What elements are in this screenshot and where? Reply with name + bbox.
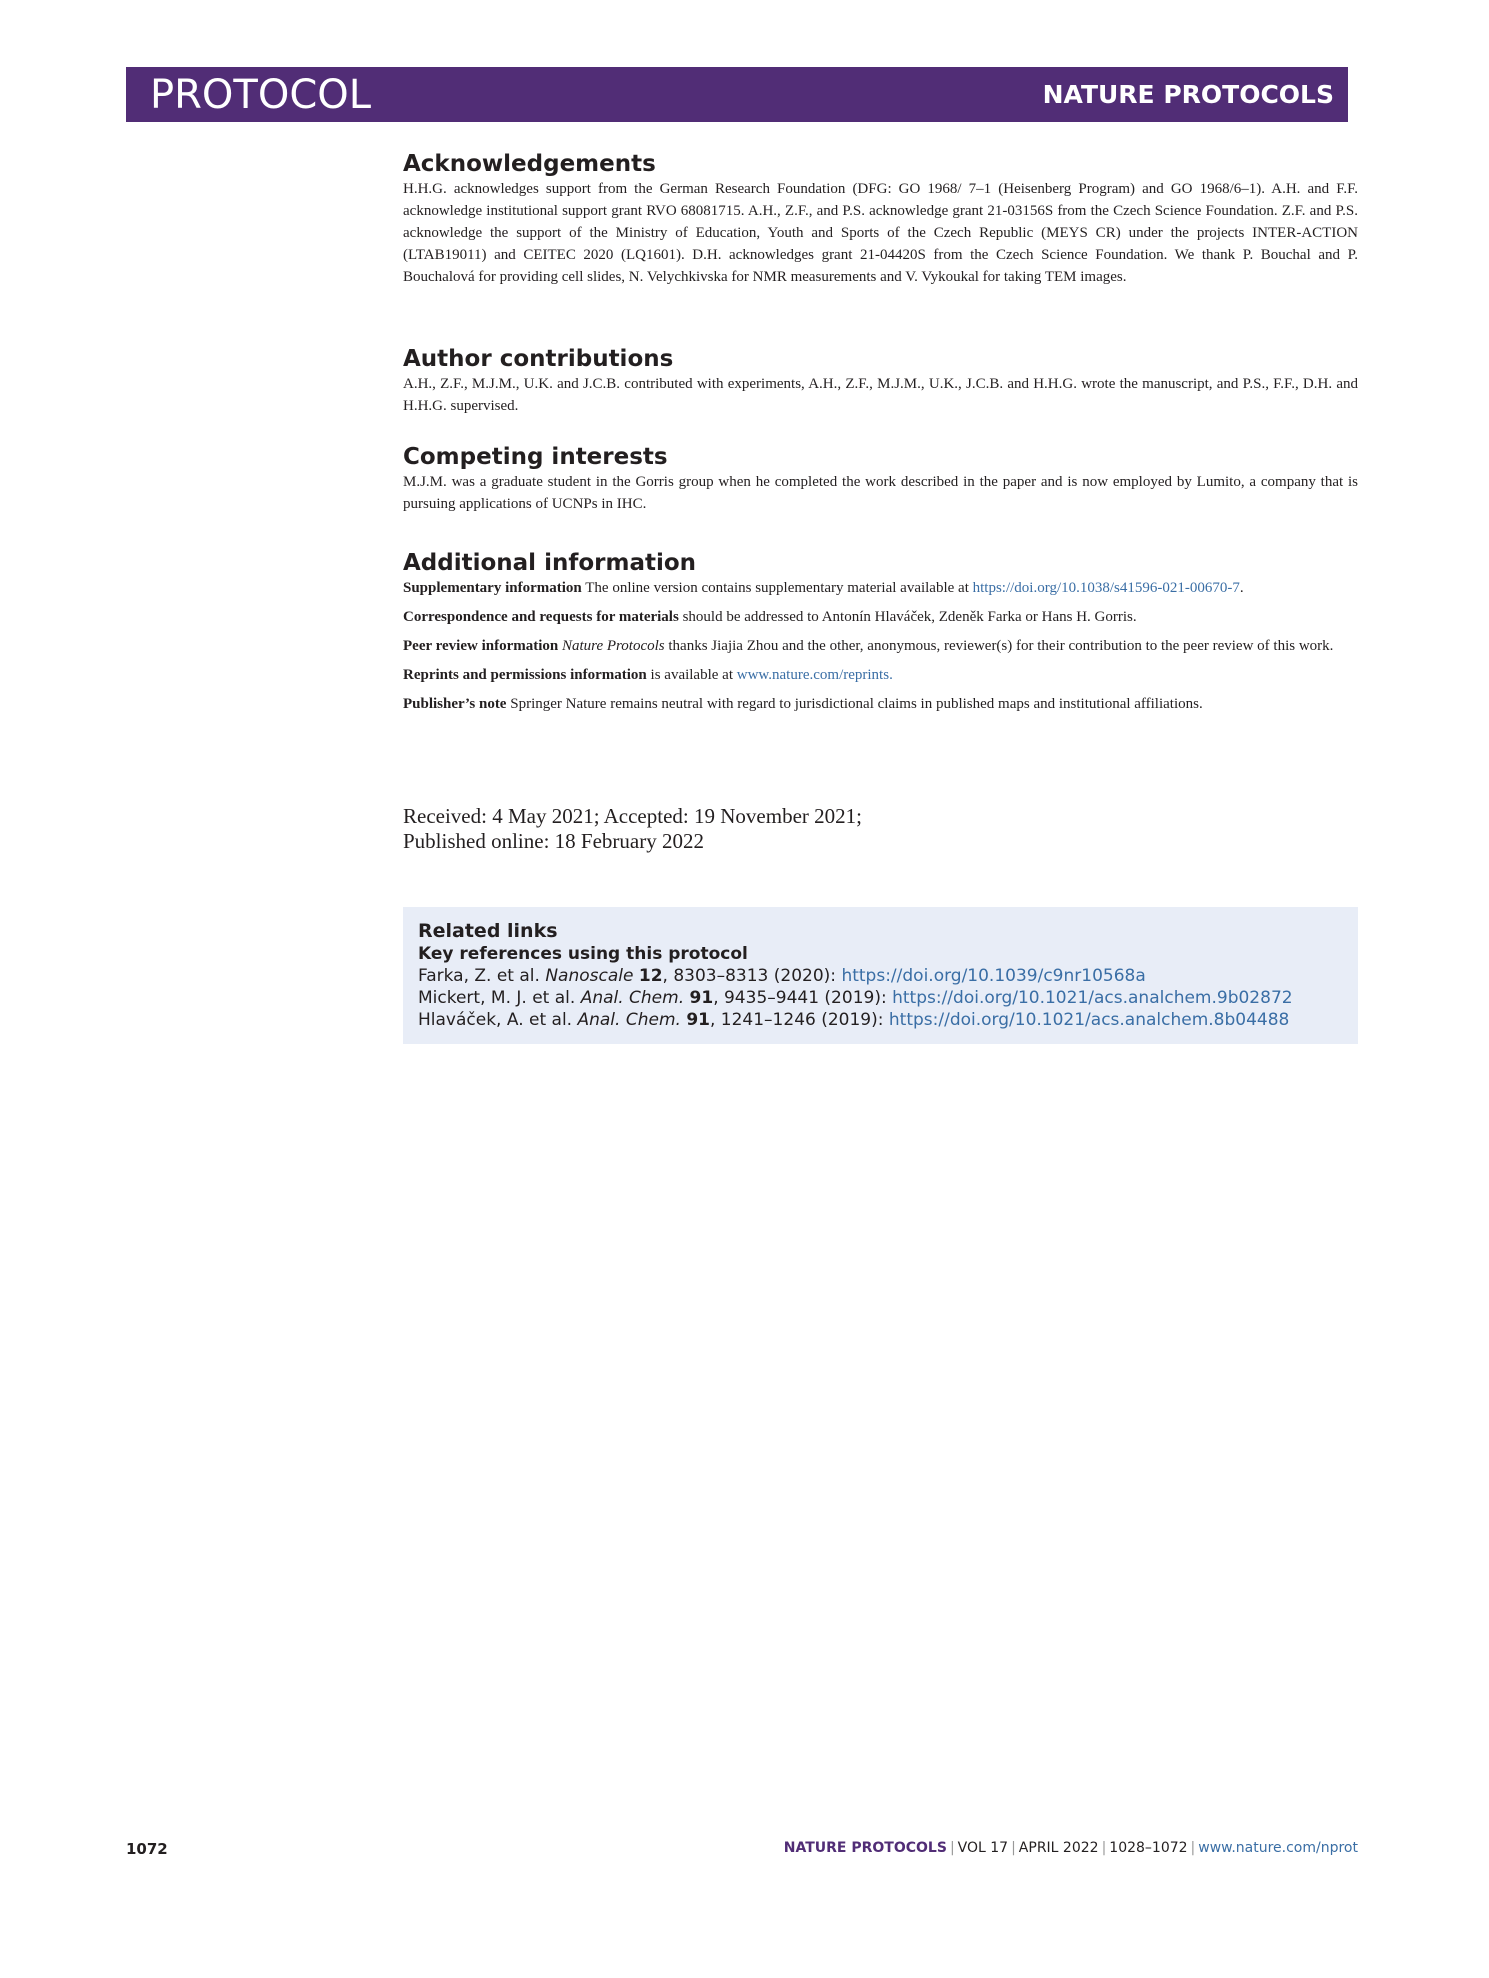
- related-links-title: Related links: [418, 920, 558, 942]
- author-contributions-section: [403, 345, 1358, 417]
- published-online-date: Published online: 18 February 2022: [403, 829, 704, 853]
- additional-information-section: [403, 549, 1358, 715]
- competing-interests-text: M.J.M. was a graduate student in the Gorris group when he completed the work described in the paper and is now employed by Lumito, a company that is pursuing applications of UCNPs in IHC.: [403, 474, 1358, 512]
- related-links-box: [403, 907, 1358, 1044]
- related-reference: [418, 1009, 1348, 1031]
- received-accepted-dates: Received: 4 May 2021; Accepted: 19 November 2021;: [403, 804, 862, 828]
- footer-volume: VOL 17: [957, 1840, 1009, 1856]
- correspondence-text: should be addressed to Antonín Hlaváček, Zdeněk Farka or Hans H. Gorris.: [682, 609, 1137, 625]
- reference-authors: Mickert, M. J. et al.: [418, 988, 576, 1008]
- supplementary-text: The online version contains supplementary material available at: [585, 580, 969, 596]
- reference-volume: 91: [686, 1010, 710, 1030]
- supplementary-label: Supplementary information: [403, 580, 582, 596]
- footer-url[interactable]: www.nature.com/nprot: [1198, 1840, 1358, 1856]
- peer-review-journal: Nature Protocols: [561, 638, 665, 654]
- publication-dates: [403, 804, 1358, 854]
- reference-authors: Farka, Z. et al.: [418, 966, 540, 986]
- publisher-note-line: [403, 693, 1358, 715]
- reference-link[interactable]: https://doi.org/10.1039/c9nr10568a: [841, 966, 1146, 986]
- reference-volume: 91: [689, 988, 714, 1008]
- competing-interests-section: [403, 443, 1358, 515]
- reference-journal: Anal. Chem.: [577, 1010, 681, 1030]
- page-number: 1072: [126, 1840, 168, 1858]
- supplementary-information-line: [403, 577, 1358, 599]
- additional-information-title: Additional information: [403, 550, 697, 576]
- peer-review-label: Peer review information: [403, 638, 559, 654]
- reprints-line: [403, 664, 1358, 686]
- reference-pages: , 8303–8313 (2020):: [662, 966, 837, 986]
- supplementary-link[interactable]: https://doi.org/10.1038/s41596-021-00670-7: [972, 580, 1240, 596]
- reference-journal: Anal. Chem.: [580, 988, 685, 1008]
- publisher-note-text: Springer Nature remains neutral with regard to jurisdictional claims in published maps and institutional affiliations.: [510, 696, 1203, 712]
- footer-citation: NATURE PROTOCOLS | VOL 17 | APRIL 2022 | 1028–1072 | www.nature.com/nprot: [783, 1840, 1358, 1856]
- reference-link[interactable]: https://doi.org/10.1021/acs.analchem.8b04488: [888, 1010, 1290, 1030]
- correspondence-label: Correspondence and requests for materials: [403, 609, 679, 625]
- correspondence-line: [403, 606, 1358, 628]
- footer-issue: APRIL 2022: [1018, 1840, 1099, 1856]
- reprints-link[interactable]: www.nature.com/reprints.: [736, 667, 893, 683]
- peer-review-line: [403, 635, 1358, 657]
- reprints-label: Reprints and permissions information: [403, 667, 647, 683]
- article-type-label: PROTOCOL: [150, 72, 372, 118]
- acknowledgements-title: Acknowledgements: [403, 151, 656, 177]
- reference-link[interactable]: https://doi.org/10.1021/acs.analchem.9b02872: [892, 988, 1293, 1008]
- publisher-note-label: Publisher’s note: [403, 696, 507, 712]
- author-contributions-title: Author contributions: [403, 346, 674, 372]
- journal-name-header: NATURE PROTOCOLS: [1042, 80, 1334, 109]
- footer-pages: 1028–1072: [1109, 1840, 1188, 1856]
- author-contributions-text: A.H., Z.F., M.J.M., U.K. and J.C.B. contributed with experiments, A.H., Z.F., M.J.M., U.K., J.C.B. and H.H.G. wrote the manuscript, and P.S., F.F., D.H. and H.H.G. supervised.: [403, 376, 1358, 414]
- acknowledgements-section: [403, 150, 1358, 288]
- footer-journal: NATURE PROTOCOLS: [783, 1840, 947, 1856]
- peer-review-text: thanks Jiajia Zhou and the other, anonymous, reviewer(s) for their contribution to the peer review of this work.: [668, 638, 1334, 654]
- reference-pages: , 9435–9441 (2019):: [713, 988, 887, 1008]
- acknowledgements-text: H.H.G. acknowledges support from the German Research Foundation (DFG: GO 1968/ 7–1 (Heisenberg Program) and GO 1968/6–1). A.H. and F.F. acknowledge institutional support grant RVO 68081715. A.H., Z.F., and P.S. acknowledge grant 21-03156S from the Czech Science Foundation. Z.F. and P.S. acknowledge the support of the Ministry of Education, Youth and Sports of the Czech Republic (MEYS CR) under the projects INTER-ACTION (LTAB19011) and CEITEC 2020 (LQ1601). D.H. acknowledges grant 21-04420S from the Czech Science Foundation. We thank P. Bouchal and P. Bouchalová for providing cell slides, N. Velychkivska for NMR measurements and V. Vykoukal for taking TEM images.: [403, 181, 1358, 285]
- reference-journal: Nanoscale: [545, 966, 634, 986]
- header-bar: [126, 67, 1348, 122]
- related-reference: [418, 965, 1348, 987]
- competing-interests-title: Competing interests: [403, 444, 668, 470]
- reference-pages: , 1241–1246 (2019):: [709, 1010, 884, 1030]
- reprints-text: is available at: [650, 667, 733, 683]
- reference-authors: Hlaváček, A. et al.: [418, 1010, 573, 1030]
- related-links-subtitle: Key references using this protocol: [418, 944, 748, 964]
- related-reference: [418, 987, 1348, 1009]
- supplementary-end: .: [1239, 580, 1244, 596]
- reference-volume: 12: [638, 966, 663, 986]
